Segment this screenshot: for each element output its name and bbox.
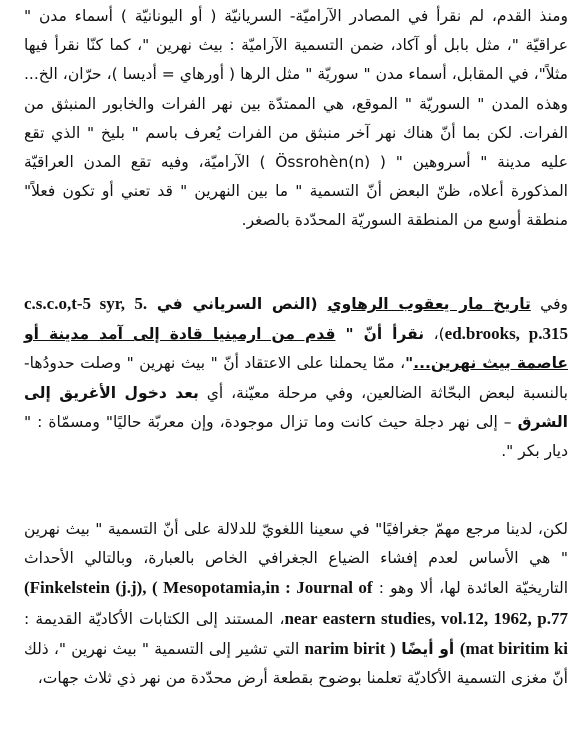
underlined-quote: قدم من ارمينيا قادة إلى آمد مدينة أو عاصمة بيث نهرين... xyxy=(24,325,569,373)
paren-open: (النص السرياني في xyxy=(147,295,328,313)
paragraph-mesopotamia-origins xyxy=(24,2,568,236)
akkadian-term-1: (mat biritim ki xyxy=(459,638,568,658)
read-phrase: نقرأ أنّ xyxy=(353,325,425,344)
akkadian-term-2: narim birit ) xyxy=(304,638,396,658)
paragraph3-start: لكن، لدينا مرجع مهمّ جغرافيًا" في سعينا اللغويّ للدلالة على أنّ التسمية " بيث نهرين " هي الأساس لعدم إفشاء الضياع الجغرافي الخاص بالعبارة، وبالتالي الأحداث التاريخيّة العائدة لها، ألا وهو : xyxy=(24,520,568,598)
or-also-phrase: أو أيضًا xyxy=(395,639,460,658)
quote-close-mark: " xyxy=(405,354,414,373)
paragraph-finkelstein-reference xyxy=(24,515,568,693)
paragraph1-text: ومنذ القدم، لم نقرأ في المصادر الآراميّة- السريانيّة ( أو اليونانيّة ) أسماء مدن " عراقيّة "، مثل بابل أو آكاد، ضمن التسمية الآراميّة : بيث نهرين "، كما كنّا نقرأ فيها مثلاً"، في المقابل، أسماء مدن " سوريّة " مثل الرها ( أورهاي = أديسا )، حرّان، الخ... وهذه المدن " السوريّة " الموقع، هي الممتدّة بين نهر الفرات والخابور المنبثق من الفرات. لكن بما أنّ هناك نهر آخر منبثق من الفرات يُعرف باسم " بليخ " الذي تقع عليه مدينة " أسروهين " ( Össrohèn(n) ) الآراميّة، وفيه تقع المدن العراقيّة المذكورة أعلاه، ظنّ البعض أنّ التسمية " ما بين النهرين " قد تعني أو تكون فعلاً" منطقة أوسع من المنطقة السوريّة المحدّدة بالصغر. xyxy=(24,7,568,230)
paragraph2-intro: وفي xyxy=(530,295,568,313)
paragraph2-ending: – إلى نهر دجلة حيث كانت وما تزال موجودة، وإن معربّة حاليًا" ومسمّاة : " ديار بكر ". xyxy=(24,412,568,461)
greeks-arrival-phrase: بعد دخول الأغريق إلى الشرق xyxy=(24,383,568,431)
paragraph3-end: التي تشير إلى التسمية " بيث نهرين "، ذلك أنّ مغزى التسمية الأكاديّة تعلمنا بوضوح بقطعة أرض محدّدة من نهر ذي ثلاث جهات، xyxy=(24,639,568,688)
paren-close: )، xyxy=(424,325,445,344)
quote-open-mark: " xyxy=(335,325,354,344)
latin-edition-citation: 5. ed.brooks, p.315 xyxy=(134,294,568,344)
latin-source-citation: c.s.c.o,t-5 syr, xyxy=(24,294,126,313)
document-page xyxy=(24,0,568,749)
finkelstein-citation: (Finkelstein (j.j), ( Mesopotamia,in : Journal of near eastern studies, vol.12, 1962, p.77 xyxy=(24,578,568,628)
paragraph2-continuation: ، ممّا يحملنا على الاعتقاد أنّ " بيث نهرين " وصلت حدودُها- بالنسبة لبعض البحّاثة الضالعين، وفي مرحلة معيّنة، أي xyxy=(24,354,568,402)
source-title: تاريخ مار يعقوب الرهاوي xyxy=(327,295,531,313)
paragraph-jacob-edessa-history xyxy=(24,289,568,466)
paragraph3-middle: ، المستند إلى الكتابات الأكاديّة القديمة : xyxy=(24,609,285,628)
